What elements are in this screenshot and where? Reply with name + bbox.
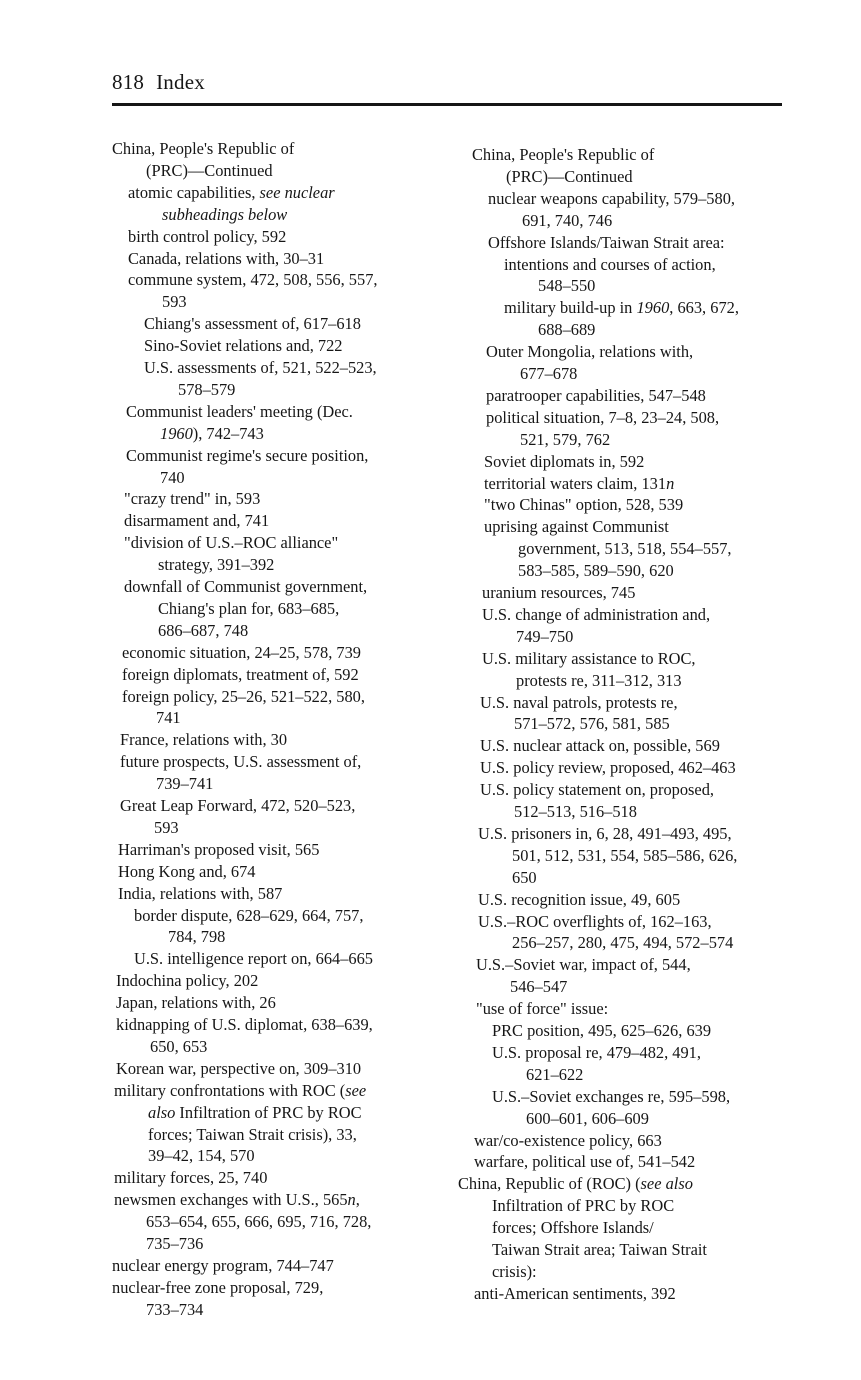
index-entry-line <box>478 912 712 932</box>
entry-trailing-text: Infiltration of PRC by ROC <box>175 1102 362 1122</box>
index-entry-line <box>178 380 235 400</box>
entry-text: 521, 579, 762 <box>520 429 611 449</box>
index-entry-line <box>144 314 361 334</box>
entry-text: birth control policy, 592 <box>128 226 287 246</box>
index-entry-line <box>128 249 324 269</box>
entry-text: 653–654, 655, 666, 695, 716, 728, <box>146 1212 372 1232</box>
entry-text: commune system, 472, 508, 556, 557, <box>128 270 378 290</box>
entry-text: U.S.–ROC overflights of, 162–163, <box>478 911 712 931</box>
entry-text: war/co-existence policy, 663 <box>474 1130 662 1150</box>
entry-text: 501, 512, 531, 554, 585–586, 626, <box>512 845 738 865</box>
index-entry-line <box>134 906 363 926</box>
index-entry-line <box>488 233 725 253</box>
index-entry-line <box>484 452 644 472</box>
entry-text: 691, 740, 746 <box>522 210 613 230</box>
index-entry-line <box>144 336 343 356</box>
index-entry-line <box>120 730 287 750</box>
index-entry-line <box>144 358 377 378</box>
index-entry-line <box>488 189 735 209</box>
index-entry-line <box>504 298 739 318</box>
index-entry-line <box>484 495 683 515</box>
index-entry-line <box>480 758 736 778</box>
entry-italic-text: 1960 <box>160 423 193 443</box>
index-entry-line <box>150 1037 207 1057</box>
entry-text: 593 <box>162 292 187 312</box>
entry-text: 600–601, 606–609 <box>526 1108 649 1128</box>
entry-text: U.S. change of administration and, <box>482 604 711 624</box>
index-entry-line <box>148 1103 362 1123</box>
index-entry-line <box>518 539 732 559</box>
entry-text: intentions and courses of action, <box>504 254 716 274</box>
entry-text: forces; Offshore Islands/ <box>492 1218 654 1238</box>
index-entry-line <box>126 402 353 422</box>
index-entry-line <box>124 577 367 597</box>
entry-text: 571–572, 576, 581, 585 <box>514 714 670 734</box>
entry-text: Offshore Islands/Taiwan Strait area: <box>488 232 725 252</box>
index-entry-line <box>114 1190 360 1210</box>
entry-trailing-text: ), 742–743 <box>192 423 264 443</box>
entry-text: territorial waters claim, 131 <box>484 473 667 493</box>
index-entry-line <box>112 139 294 159</box>
entry-text: 733–734 <box>146 1299 204 1319</box>
entry-text: Korean war, perspective on, 309–310 <box>116 1058 362 1078</box>
entry-text: 583–585, 589–590, 620 <box>518 561 674 581</box>
index-entry-line <box>112 1278 323 1298</box>
index-entry-line <box>116 971 258 991</box>
entry-text: protests re, 311–312, 313 <box>516 670 682 690</box>
index-entry-line <box>526 1065 583 1085</box>
index-entry-line <box>118 840 319 860</box>
entry-text: 39–42, 154, 570 <box>148 1146 255 1166</box>
entry-text: Indochina policy, 202 <box>116 971 259 991</box>
index-entry-line <box>480 693 678 713</box>
index-entry-line <box>520 430 610 450</box>
entry-text: foreign diplomats, treatment of, 592 <box>122 664 359 684</box>
entry-text: 546–547 <box>510 977 568 997</box>
header-rule <box>112 103 782 106</box>
index-entry-line <box>146 1212 371 1232</box>
entry-italic-text: subheadings below <box>162 204 288 224</box>
index-entry-line <box>154 818 179 838</box>
index-entry-line <box>146 161 273 181</box>
entry-text: 578–579 <box>178 379 236 399</box>
entry-text: 735–736 <box>146 1234 204 1253</box>
index-entry-line <box>158 621 248 641</box>
index-entry-line <box>492 1021 711 1041</box>
index-entry-line <box>516 627 573 647</box>
entry-text: U.S. military assistance to ROC, <box>482 648 696 668</box>
entry-text: U.S. recognition issue, 49, 605 <box>478 889 681 909</box>
index-entry-line <box>512 868 537 888</box>
index-entry-line <box>514 802 637 822</box>
entry-text: Chiang's assessment of, 617–618 <box>144 314 361 334</box>
entry-text: uranium resources, 745 <box>482 583 636 602</box>
index-entry-line <box>510 977 567 997</box>
entry-text: Japan, relations with, 26 <box>116 993 276 1013</box>
entry-text: economic situation, 24–25, 578, 739 <box>122 642 362 662</box>
index-entry-line <box>506 167 633 187</box>
index-entry-line <box>168 927 225 947</box>
entry-text: (PRC)—Continued <box>506 166 633 186</box>
entry-text: Sino-Soviet relations and, 722 <box>144 336 343 356</box>
entry-text: government, 513, 518, 554–557, <box>518 539 732 559</box>
entry-text: "two Chinas" option, 528, 539 <box>484 495 684 515</box>
index-entry-line <box>474 1284 676 1304</box>
entry-text: paratrooper capabilities, 547–548 <box>486 385 706 405</box>
entry-text: India, relations with, 587 <box>118 883 283 903</box>
entry-text: "crazy trend" in, 593 <box>124 489 261 509</box>
entry-italic-text: also <box>148 1102 176 1122</box>
index-entry-line <box>116 993 276 1013</box>
entry-text: Great Leap Forward, 472, 520–523, <box>120 796 356 815</box>
index-entry-line <box>516 671 682 691</box>
index-entry-line <box>114 1168 267 1188</box>
index-entry-line <box>114 1081 366 1101</box>
index-entry-line <box>476 999 608 1019</box>
index-entry-line <box>158 599 339 619</box>
index-entry-line <box>146 1234 203 1254</box>
entry-text: U.S.–Soviet exchanges re, 595–598, <box>492 1086 731 1106</box>
entry-text: "division of U.S.–ROC alliance" <box>124 533 339 553</box>
entry-text: France, relations with, 30 <box>120 730 288 750</box>
index-entry-line <box>486 386 706 406</box>
entry-text: anti-American sentiments, 392 <box>474 1283 676 1303</box>
entry-text: disarmament and, 741 <box>124 511 270 531</box>
entry-text: 621–622 <box>526 1064 584 1084</box>
entry-text: 650, 653 <box>150 1036 208 1056</box>
page-number: 818 <box>112 70 145 94</box>
index-entry-line <box>474 1131 662 1151</box>
entry-text: 686–687, 748 <box>158 620 249 640</box>
index-entry-line <box>124 533 338 553</box>
page-title: Index <box>156 70 205 94</box>
entry-text: nuclear energy program, 744–747 <box>112 1255 334 1275</box>
index-entry-line <box>538 320 595 340</box>
index-entry-line <box>492 1043 701 1063</box>
entry-text: "use of force" issue: <box>476 999 609 1019</box>
entry-text: Taiwan Strait area; Taiwan Strait <box>492 1240 707 1259</box>
index-entry-line <box>458 1174 693 1194</box>
index-entry-line <box>492 1240 707 1260</box>
entry-italic-text: 1960 <box>636 298 670 318</box>
index-entry-line <box>122 643 361 663</box>
entry-text: (PRC)—Continued <box>146 160 273 180</box>
index-entry-line <box>538 276 595 296</box>
entry-text: atomic capabilities, <box>128 182 260 202</box>
entry-text: U.S. policy statement on, proposed, <box>480 780 714 800</box>
entry-text: U.S.–Soviet war, impact of, 544, <box>476 955 691 975</box>
entry-text: kidnapping of U.S. diplomat, 638–639, <box>116 1015 373 1034</box>
entry-text: Infiltration of PRC by ROC <box>492 1196 675 1216</box>
entry-text: U.S. prisoners in, 6, 28, 491–493, 495, <box>478 823 732 843</box>
index-entry-line <box>128 183 335 203</box>
entry-text: 741 <box>156 708 181 728</box>
index-entry-line <box>492 1262 537 1282</box>
entry-text: future prospects, U.S. assessment of, <box>120 752 362 772</box>
index-entry-line <box>158 555 274 575</box>
entry-text: 548–550 <box>538 276 596 296</box>
index-entry-line <box>156 774 213 794</box>
entry-text: nuclear weapons capability, 579–580, <box>488 188 735 208</box>
entry-text: PRC position, 495, 625–626, 639 <box>492 1021 712 1040</box>
entry-text: Communist leaders' meeting (Dec. <box>126 401 353 421</box>
index-entry-line <box>118 884 282 904</box>
entry-text: 593 <box>154 817 179 837</box>
entry-text: 784, 798 <box>168 927 226 947</box>
entry-text: Soviet diplomats in, 592 <box>484 451 645 471</box>
index-entry-line <box>472 145 654 165</box>
entry-text: 512–513, 516–518 <box>514 802 637 821</box>
index-entry-line <box>146 1300 203 1320</box>
index-entry-line <box>112 1256 334 1276</box>
entry-text: Communist regime's secure position, <box>126 445 369 465</box>
entry-text: U.S. policy review, proposed, 462–463 <box>480 758 736 778</box>
index-entry-line <box>492 1196 674 1216</box>
entry-text: 688–689 <box>538 320 596 340</box>
entry-text: foreign policy, 25–26, 521–522, 580, <box>122 686 365 706</box>
index-entry-line <box>484 474 674 494</box>
index-entry-line <box>518 561 674 581</box>
entry-trailing-text: , <box>355 1190 360 1210</box>
index-entry-line <box>512 846 737 866</box>
entry-italic-text: n <box>347 1190 356 1210</box>
entry-text: Hong Kong and, 674 <box>118 861 256 881</box>
entry-text: nuclear-free zone proposal, 729, <box>112 1277 324 1297</box>
entry-text: China, People's Republic of <box>472 145 655 164</box>
entry-text: military confrontations with ROC ( <box>114 1080 346 1100</box>
index-entry-line <box>480 780 714 800</box>
index-entry-line <box>128 270 378 290</box>
index-entry-line <box>148 1125 357 1145</box>
entry-text: forces; Taiwan Strait crisis), 33, <box>148 1124 357 1144</box>
index-entry-line <box>486 408 719 428</box>
entry-text: U.S. assessments of, 521, 522–523, <box>144 358 377 377</box>
index-entry-line <box>522 211 612 231</box>
index-entry-line <box>124 511 269 531</box>
entry-text: 256–257, 280, 475, 494, 572–574 <box>512 933 734 953</box>
index-entry-line <box>514 714 670 734</box>
index-entry-line <box>120 796 355 816</box>
entry-text: military build-up in <box>504 298 637 318</box>
index-entry-line <box>122 687 365 707</box>
entry-text: uprising against Communist <box>484 517 669 537</box>
index-entry-line <box>480 736 720 756</box>
index-entry-line <box>504 255 716 275</box>
index-entry-line <box>128 227 286 247</box>
index-entry-line <box>122 665 359 685</box>
entry-text: border dispute, 628–629, 664, 757, <box>134 905 364 925</box>
entry-text: U.S. proposal re, 479–482, 491, <box>492 1042 701 1062</box>
entry-text: China, People's Republic of <box>112 139 295 158</box>
page-header <box>112 70 205 95</box>
entry-text: Outer Mongolia, relations with, <box>486 342 694 362</box>
index-entry-line <box>482 649 696 669</box>
index-entry-line <box>148 1146 255 1166</box>
index-entry-line <box>478 824 732 844</box>
entry-text: military forces, 25, 740 <box>114 1168 268 1188</box>
entry-italic-text: see <box>345 1080 367 1100</box>
entry-text: Canada, relations with, 30–31 <box>128 248 325 268</box>
index-entry-line <box>116 1059 361 1079</box>
index-entry-line <box>118 862 256 882</box>
entry-text: U.S. naval patrols, protests re, <box>480 692 678 712</box>
entry-text: 739–741 <box>156 774 214 794</box>
entry-text: political situation, 7–8, 23–24, 508, <box>486 407 720 427</box>
entry-text: strategy, 391–392 <box>158 555 275 575</box>
index-entry-line <box>156 708 181 728</box>
index-entry-line <box>126 446 368 466</box>
entry-text: newsmen exchanges with U.S., 565 <box>114 1190 348 1210</box>
entry-text: China, Republic of (ROC) ( <box>458 1174 641 1194</box>
index-entry-line <box>520 364 577 384</box>
index-entry-line <box>482 605 710 625</box>
entry-text: U.S. nuclear attack on, possible, 569 <box>480 736 720 756</box>
index-entry-line <box>474 1152 695 1172</box>
index-entry-line <box>120 752 361 772</box>
index-entry-line <box>484 517 669 537</box>
entry-text: 677–678 <box>520 364 578 383</box>
entry-text: warfare, political use of, 541–542 <box>474 1152 696 1172</box>
entry-italic-text: n <box>666 473 675 493</box>
index-entry-line <box>116 1015 373 1035</box>
entry-text: Chiang's plan for, 683–685, <box>158 598 340 618</box>
entry-italic-text: see nuclear <box>259 182 335 202</box>
index-entry-line <box>160 468 185 488</box>
entry-italic-text: see also <box>640 1174 693 1194</box>
index-entry-line <box>124 489 260 509</box>
index-entry-line <box>478 890 680 910</box>
index-entry-line <box>526 1109 649 1129</box>
entry-text: 650 <box>512 867 537 887</box>
index-entry-line <box>162 205 287 225</box>
entry-text: downfall of Communist government, <box>124 577 368 596</box>
entry-text: 740 <box>160 467 185 487</box>
entry-text: crisis): <box>492 1261 537 1281</box>
index-entry-line <box>512 933 733 953</box>
index-entry-line <box>160 424 264 444</box>
index-entry-line <box>492 1218 654 1238</box>
index-entry-line <box>134 949 373 969</box>
index-entry-line <box>162 292 187 312</box>
entry-text: U.S. intelligence report on, 664–665 <box>134 949 373 969</box>
entry-text: 749–750 <box>516 626 574 646</box>
entry-trailing-text: , 663, 672, <box>669 298 739 318</box>
index-entry-line <box>486 342 693 362</box>
index-entry-line <box>492 1087 730 1107</box>
entry-text: Harriman's proposed visit, 565 <box>118 839 320 859</box>
index-entry-line <box>482 583 635 603</box>
index-entry-line <box>476 955 691 975</box>
